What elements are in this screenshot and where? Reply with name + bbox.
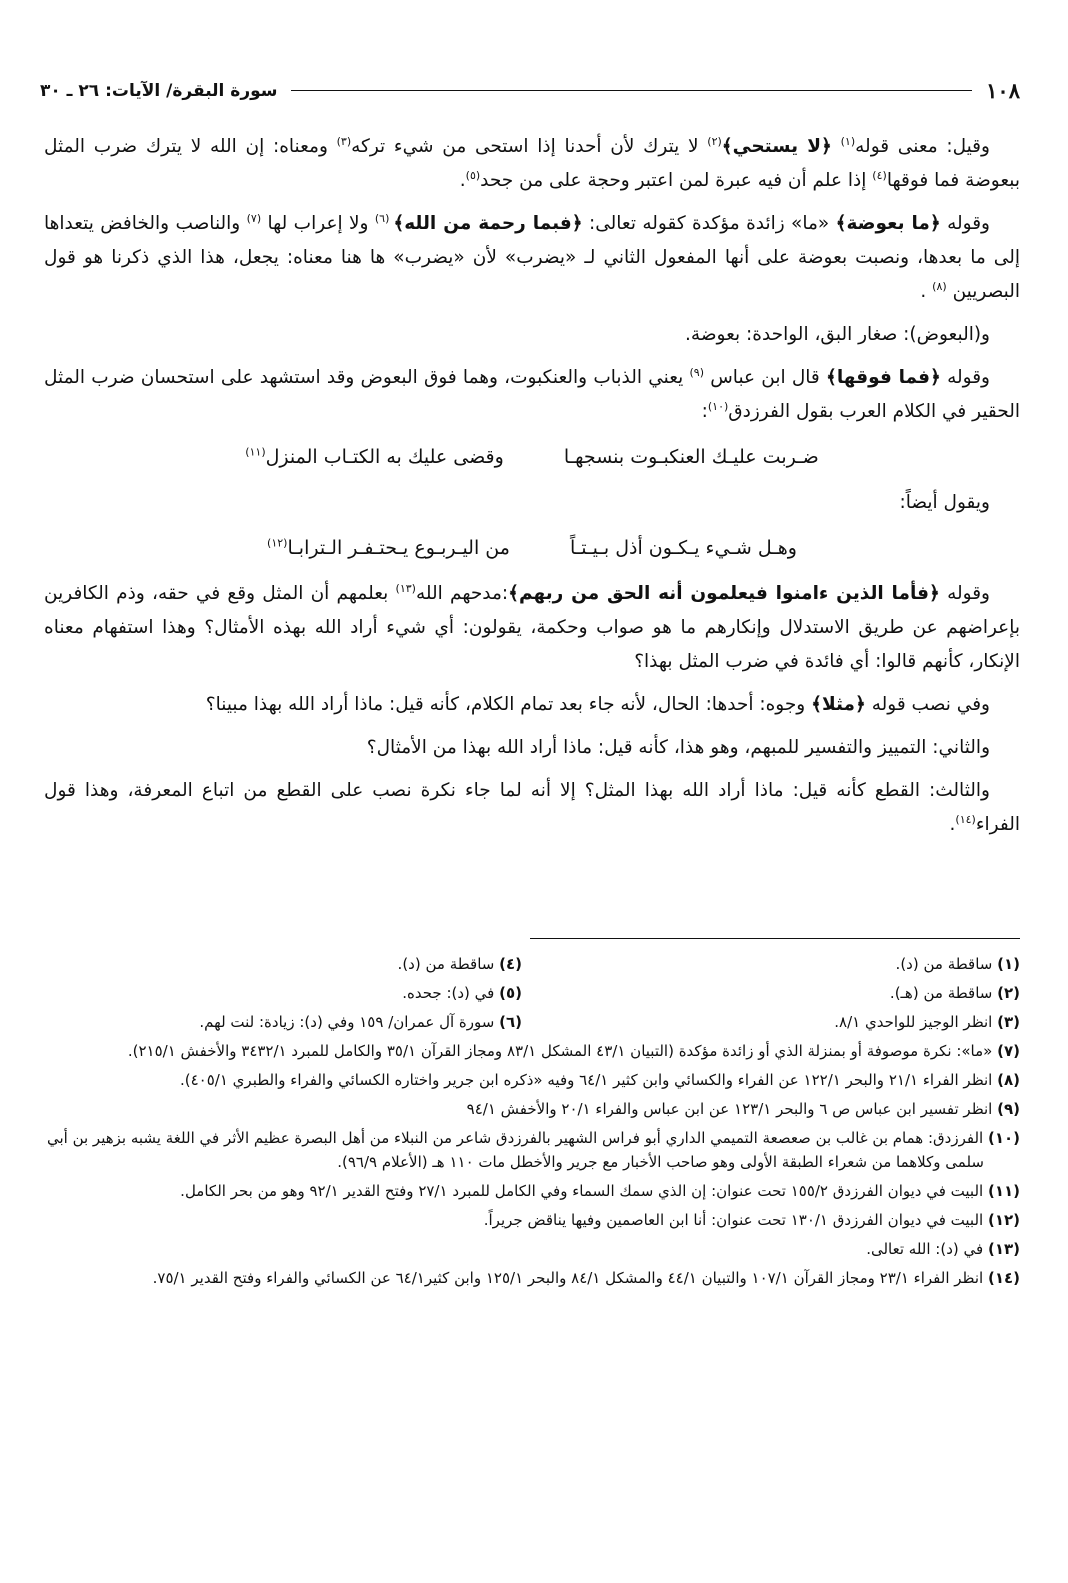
footnote-9 <box>44 1097 1020 1121</box>
text: والثالث: القطع كأنه قيل: ماذا أراد الله بهذا المثل؟ إلا أنه لما جاء نكرة نصب على القطع من اتباع المعرفة، وهذا قول الفراء <box>44 780 1020 835</box>
text: ومعناه: إن الله لا يترك ضرب المثل ببعوضة فما فوقها <box>44 136 1020 191</box>
footnote-text: في (د): الله تعالى. <box>866 1240 988 1258</box>
main-text <box>44 130 1020 851</box>
footnote-number: (٣) <box>997 1013 1020 1031</box>
footnote-number: (٧) <box>997 1042 1020 1060</box>
footnote-number: (١) <box>997 955 1020 973</box>
footnote-ref: (١) <box>840 134 856 148</box>
poetry-verse-1 <box>44 438 1020 476</box>
text: «ما» زائدة مؤكدة كقوله تعالى: <box>582 213 836 234</box>
footnote-text: الفرزدق: همام بن غالب بن صعصعة التميمي الداري أبو فراس الشهير بالفرزدق شاعر من النبلاء من أهل البصرة عظيم الأثر في اللغة يشبه بزهير بن أبي سلمى وكلاهما من شعراء الطبقة الأولى وهو صاحب الأخبار مع جرير والأخطل مات ١١٠ هـ (الأعلام ٩٦/٩). <box>46 1129 988 1171</box>
paragraph-2 <box>44 207 1020 309</box>
footnote-ref: (٨) <box>932 279 947 293</box>
quran-quote: ﴿ما بعوضة﴾ <box>835 213 941 234</box>
footnote-ref: (١٣) <box>395 581 416 595</box>
text: وقضى عليك به الكتـاب المنزل <box>265 446 504 468</box>
text: وقوله <box>940 213 990 234</box>
footnote-11 <box>44 1179 1020 1203</box>
paragraph-5: ويقول أيضاً: <box>899 492 990 513</box>
footnote-number: (١٣) <box>987 1240 1020 1258</box>
footnote-8 <box>44 1068 1020 1092</box>
footnote-grid <box>44 952 1020 1039</box>
footnote-text: البيت في ديوان الفرزدق ١٣٠/١ تحت عنوان: أنا ابن العاصمين وفيها يناقض جريراً. <box>483 1211 988 1229</box>
text: يعني الذباب والعنكبوت، وهما فوق البعوض وقد استشهد على استحسان ضرب المثل الحقير في الكلام العرب بقول الفرزدق <box>44 367 1020 422</box>
paragraph-1 <box>44 130 1020 198</box>
paragraph-9 <box>44 774 1020 842</box>
footnote-number: (٨) <box>997 1071 1020 1089</box>
verse-hemistich-1: ضـربت عليـك العنكبـوت بنسجهـا <box>563 446 819 468</box>
footnote-text: انظر الوجيز للواحدي ٨/١. <box>834 1013 998 1031</box>
footnote-text: ساقطة من (د). <box>397 955 500 973</box>
footnote-text: ساقطة من (هـ). <box>889 984 998 1002</box>
footnote-2 <box>542 981 1020 1005</box>
footnote-1 <box>542 952 1020 976</box>
poetry-verse-2 <box>44 529 1020 567</box>
text: . <box>920 281 933 302</box>
footnote-text: ساقطة من (د). <box>895 955 998 973</box>
text: . <box>459 170 466 191</box>
text: وقوله <box>940 367 990 388</box>
footnote-text: انظر الفراء ٢٣/١ ومجاز القرآن ١٠٧/١ والتبيان ٤٤/١ والمشكل ٨٤/١ والبحر ١٢٥/١ وابن كثير٦٤/١ عن الكسائي والفراء وفتح القدير ٧٥/١. <box>152 1269 988 1287</box>
footnote-3 <box>542 1010 1020 1034</box>
quran-quote: ﴿فبما رحمة من الله﴾ <box>393 213 583 234</box>
text: لا يترك لأن أحدنا إذا استحى من شيء تركه <box>351 136 708 157</box>
footnote-number: (١٢) <box>987 1211 1020 1229</box>
footnote-text: «ما»: نكرة موصوفة أو بمنزلة الذي أو زائدة مؤكدة (التبيان ٤٣/١ المشكل ٨٣/١ ومجاز القرآن ٣٥/١ والكامل للمبرد ٣٤٣٢/١ والأخفش ٢١٥/١). <box>127 1042 998 1060</box>
text: من اليـربـوع يـحتـفـر الـترابـا <box>287 537 510 559</box>
footnote-number: (٦) <box>499 1013 522 1031</box>
footnote-ref: (١٢) <box>267 536 288 550</box>
text: . <box>949 814 956 835</box>
paragraph-8: والثاني: التمييز والتفسير للمبهم، وهو هذا، كأنه قيل: ماذا أراد الله بهذا من الأمثال؟ <box>366 737 990 758</box>
header-rule <box>291 90 972 91</box>
text: وفي نصب قوله <box>865 694 990 715</box>
footnote-ref: (٤) <box>872 168 887 182</box>
footnote-number: (٩) <box>997 1100 1020 1118</box>
text: وقوله <box>939 583 990 604</box>
footnote-12 <box>44 1208 1020 1232</box>
paragraph-6 <box>44 577 1020 679</box>
footnote-separator <box>530 938 1020 939</box>
footnote-ref: (٣) <box>336 134 352 148</box>
quran-quote: ﴿فأما الذين ءامنوا فيعلمون أنه الحق من ربهم﴾ <box>508 583 940 604</box>
quran-quote: ﴿مثلا﴾ <box>811 694 866 715</box>
footnote-4 <box>44 952 522 976</box>
page-header <box>40 78 1020 103</box>
page-number: ١٠٨ <box>986 78 1020 103</box>
footnote-text: انظر الفراء ٢١/١ والبحر ١٢٢/١ عن الفراء والكسائي وابن كثير ٦٤/١ وفيه «ذكره ابن جرير واختاره الكسائي والفراء والطبري ٤٠٥/١). <box>180 1071 998 1089</box>
footnote-ref: (٢) <box>707 134 722 148</box>
footnotes <box>44 952 1020 1295</box>
text: بعلمهم أن المثل وقع في حقه، وذم الكافرين بإعراضهم عن طريق الاستدلال وإنكارهم ما هو صواب وحكمة، يقولون: أي شيء أراد الله بهذه الأمثال؟ وهذا استفهام معناه الإنكار، كأنهم قالوا: أي فائدة في ضرب المثل بهذا؟ <box>44 583 1020 672</box>
footnote-ref: (١٤) <box>955 812 976 826</box>
verse-hemistich-2 <box>267 529 510 567</box>
footnote-number: (١٤) <box>987 1269 1020 1287</box>
footnote-7 <box>44 1039 1020 1063</box>
text: إذا علم أن فيه عبرة لمن اعتبر وحجة على من جحد <box>480 170 873 191</box>
footnote-number: (١١) <box>987 1182 1020 1200</box>
text: وقيل: معنى قوله <box>855 136 990 157</box>
text: والناصب والخافض يتعداها إلى ما بعدها، ونصبت بعوضة على أنها المفعول الثاني لـ «يضرب» لأن «يضرب» ها هنا معناه: يجعل، هذا الذي ذكرنا هو قول البصريين <box>44 213 1020 302</box>
text: ولا إعراب لها <box>261 213 375 234</box>
footnote-14 <box>44 1266 1020 1290</box>
footnote-ref: (٧) <box>246 211 262 225</box>
footnote-text: البيت في ديوان الفرزدق ١٥٥/٢ تحت عنوان: إن الذي سمك السماء وفي الكامل للمبرد ٢٧/١ وفتح القدير ٩٢/١ وهو من بحر الكامل. <box>180 1182 988 1200</box>
text: :مدحهم الله <box>415 583 509 604</box>
verse-hemistich-1: وهـل شـيء يـكـون أذل بـيـتـاً <box>569 537 797 559</box>
footnote-text: في (د): جحده. <box>402 984 500 1002</box>
running-title: سورة البقرة/ الآيات: ٢٦ ـ ٣٠ <box>40 80 278 101</box>
footnote-ref: (٩) <box>689 365 705 379</box>
footnote-6 <box>44 1010 522 1034</box>
quran-quote: ﴿لا يستحي﴾ <box>721 136 832 157</box>
quran-quote: ﴿فما فوقها﴾ <box>825 367 941 388</box>
footnote-text: سورة آل عمران/ ١٥٩ وفي (د): زيادة: لنت لهم. <box>199 1013 500 1031</box>
footnote-10 <box>44 1126 1020 1174</box>
text: قال ابن عباس <box>704 367 826 388</box>
footnote-13 <box>44 1237 1020 1261</box>
paragraph-4 <box>44 361 1020 429</box>
verse-hemistich-2 <box>245 438 504 476</box>
footnote-text: انظر تفسير ابن عباس ص ٦ والبحر ١٢٣/١ عن ابن عباس والفراء ٢٠/١ والأخفش ٩٤/١ <box>466 1100 998 1118</box>
paragraph-3: و(البعوض): صغار البق، الواحدة: بعوضة. <box>685 324 990 345</box>
footnote-number: (٢) <box>997 984 1020 1002</box>
footnote-ref: (١٠) <box>707 399 729 413</box>
paragraph-7 <box>44 688 1020 722</box>
footnote-number: (٤) <box>499 955 522 973</box>
text: وجوه: أحدها: الحال، لأنه جاء بعد تمام الكلام، كأنه قيل: ماذا أراد الله بهذا مبينا؟ <box>205 694 812 715</box>
footnote-ref: (١١) <box>245 445 266 459</box>
footnote-ref: (٦) <box>374 211 394 225</box>
footnote-number: (١٠) <box>987 1129 1020 1147</box>
footnote-5 <box>44 981 522 1005</box>
footnote-number: (٥) <box>499 984 522 1002</box>
text: : <box>701 401 708 422</box>
footnote-ref: (٥) <box>465 168 481 182</box>
